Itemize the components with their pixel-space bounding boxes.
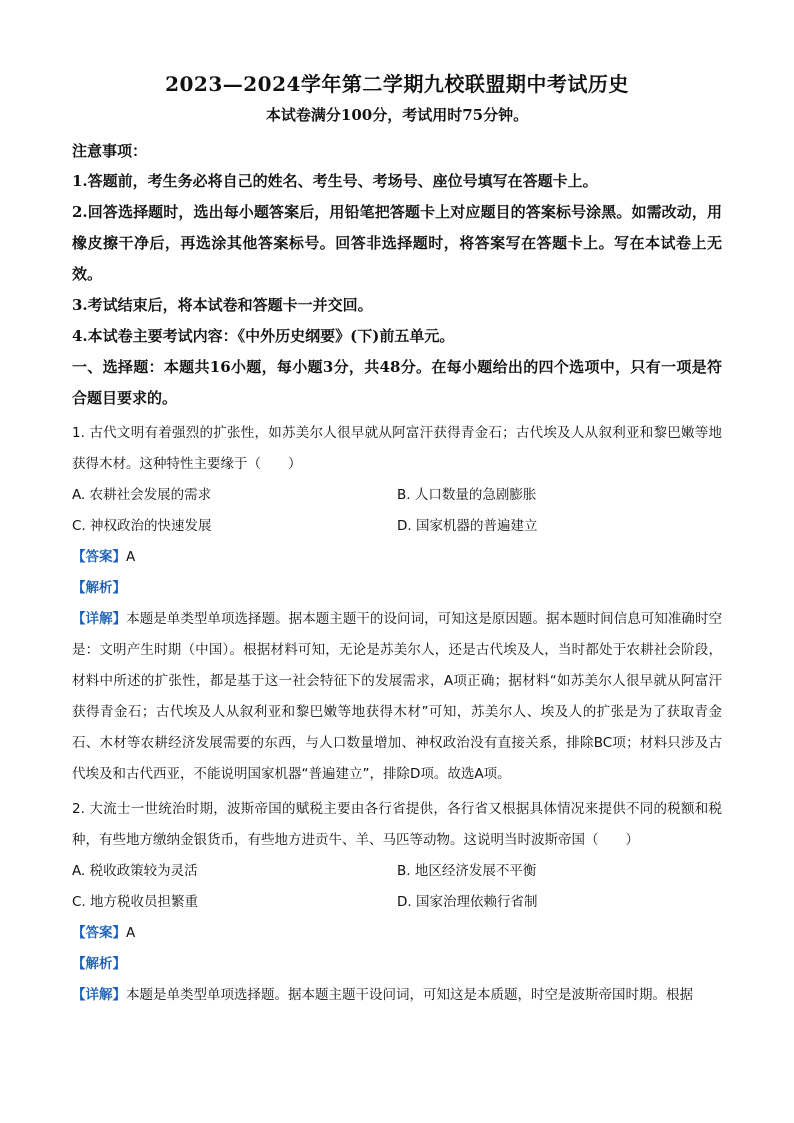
analysis-line [72, 949, 722, 980]
notice-item-4: 4.本试卷主要考试内容：《中外历史纲要》(下)前五单元。 [72, 327, 455, 345]
answer-line [72, 542, 722, 573]
question-stem: 1. 古代文明有着强烈的扩张性，如苏美尔人很早就从阿富汗获得青金石；古代埃及人从叙利亚和黎巴嫩等地获得木材。这种特性主要缘于（ ） [72, 425, 722, 472]
section-heading: 一、选择题：本题共16小题，每小题3分，共48分。在每小题给出的四个选项中，只有一项是符合题目要求的。 [72, 358, 722, 407]
option-a: A. 税收政策较为灵活 [72, 863, 198, 879]
option-d: D. 国家机器的普遍建立 [397, 518, 538, 534]
question-stem: 2. 大流士一世统治时期，波斯帝国的赋税主要由各行省提供，各行省又根据具体情况来提供不同的税额和税种，有些地方缴纳金银货币，有些地方进贡牛、羊、马匹等动物。这说明当时波斯帝国（ ） [72, 801, 722, 848]
detail-label: 【详解】 [72, 611, 127, 627]
answer-line [72, 918, 722, 949]
notice-heading: 注意事项： [72, 142, 148, 160]
question-2 [72, 794, 722, 1011]
exam-subtitle: 本试卷满分100分，考试用时75分钟。 [265, 106, 529, 124]
question-1 [72, 418, 722, 790]
notice-item-2: 2.回答选择题时，选出每小题答案后，用铅笔把答题卡上对应题目的答案标号涂黑。如需改动，用橡皮擦干净后，再选涂其他答案标号。回答非选择题时，将答案写在答题卡上。写在本试卷上无效。 [72, 203, 722, 283]
option-a: A. 农耕社会发展的需求 [72, 487, 212, 503]
answer-value: A [126, 549, 136, 565]
analysis-label: 【解析】 [72, 580, 126, 596]
option-list [72, 480, 722, 542]
analysis-label: 【解析】 [72, 956, 126, 972]
option-d: D. 国家治理依赖行省制 [397, 894, 538, 910]
notice-item-1: 1.答题前，考生务必将自己的姓名、考生号、考场号、座位号填写在答题卡上。 [72, 172, 598, 190]
answer-value: A [126, 925, 136, 941]
option-c: C. 地方税收员担繁重 [72, 894, 199, 910]
answer-label: 【答案】 [72, 925, 126, 941]
detail-paragraph [72, 980, 722, 1011]
option-list [72, 856, 722, 918]
detail-paragraph [72, 604, 722, 790]
answer-label: 【答案】 [72, 549, 126, 565]
detail-text: 本题是单类型单项选择题。据本题主题干的设问词，可知这是原因题。据本题时间信息可知准确时空是：文明产生时期（中国）。根据材料可知，无论是苏美尔人，还是古代埃及人，当时都处于农耕社会阶段，材料中所述的扩张性，都是基于这一社会特征下的发展需求，A项正确；据材料“如苏美尔人很早就从阿富汗获得青金石；古代埃及人从叙利亚和黎巴嫩等地获得木材”可知，苏美尔人、埃及人的扩张是为了获取青金石、木材等农耕经济发展需要的东西，与人口数量增加、神权政治没有直接关系，排除BC项；材料只涉及古代埃及和古代西亚，不能说明国家机器“普遍建立”，排除D项。故选A项。 [72, 611, 723, 782]
option-c: C. 神权政治的快速发展 [72, 518, 212, 534]
detail-text: 本题是单类型单项选择题。据本题主题干设问词，可知这是本质题，时空是波斯帝国时期。根据 [126, 987, 693, 1003]
detail-label: 【详解】 [72, 987, 126, 1003]
option-b: B. 人口数量的急剧膨胀 [397, 487, 537, 503]
option-b: B. 地区经济发展不平衡 [397, 863, 537, 879]
analysis-line [72, 573, 722, 604]
notice-item-3: 3.考试结束后，将本试卷和答题卡一并交回。 [72, 296, 373, 314]
page-title: 2023—2024学年第二学期九校联盟期中考试历史 [165, 72, 629, 96]
